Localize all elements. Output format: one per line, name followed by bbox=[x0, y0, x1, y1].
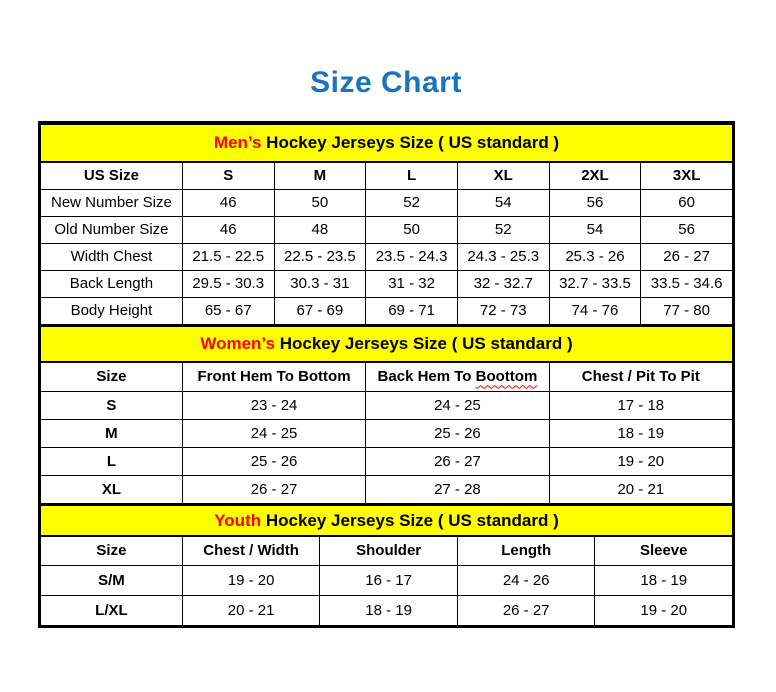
table-cell: 46 bbox=[182, 189, 274, 216]
table-cell: 72 - 73 bbox=[457, 297, 549, 324]
table-cell: 24.3 - 25.3 bbox=[457, 243, 549, 270]
row-label: XL bbox=[41, 476, 183, 504]
table-row bbox=[41, 448, 733, 476]
womens-size-table bbox=[40, 325, 733, 505]
table-cell: 32.7 - 33.5 bbox=[549, 270, 641, 297]
mens-section-title bbox=[41, 124, 733, 162]
table-row bbox=[41, 243, 733, 270]
table-cell: 23.5 - 24.3 bbox=[366, 243, 458, 270]
row-label: S/M bbox=[41, 565, 183, 595]
table-cell: 48 bbox=[274, 216, 366, 243]
mens-section-header-row bbox=[41, 124, 733, 162]
row-label: Width Chest bbox=[41, 243, 183, 270]
table-cell: 52 bbox=[457, 216, 549, 243]
table-row bbox=[41, 392, 733, 420]
table-row bbox=[41, 216, 733, 243]
table-cell: 16 - 17 bbox=[320, 565, 458, 595]
table-cell: 31 - 32 bbox=[366, 270, 458, 297]
table-cell: 22.5 - 23.5 bbox=[274, 243, 366, 270]
youth-size-table bbox=[40, 504, 733, 626]
table-cell: 33.5 - 34.6 bbox=[641, 270, 733, 297]
row-label: New Number Size bbox=[41, 189, 183, 216]
table-row bbox=[41, 565, 733, 595]
table-cell: 54 bbox=[457, 189, 549, 216]
table-cell: 18 - 19 bbox=[320, 595, 458, 625]
table-cell: 30.3 - 31 bbox=[274, 270, 366, 297]
table-cell: 74 - 76 bbox=[549, 297, 641, 324]
mens-size-table bbox=[40, 123, 733, 325]
table-cell: 24 - 26 bbox=[457, 565, 595, 595]
table-cell: 32 - 32.7 bbox=[457, 270, 549, 297]
table-cell: 50 bbox=[274, 189, 366, 216]
table-row bbox=[41, 595, 733, 625]
table-cell: 19 - 20 bbox=[182, 565, 320, 595]
row-label: L/XL bbox=[41, 595, 183, 625]
table-cell: 60 bbox=[641, 189, 733, 216]
youth-section-header-row bbox=[41, 505, 733, 536]
table-cell: 29.5 - 30.3 bbox=[182, 270, 274, 297]
column-header: Size bbox=[41, 362, 183, 392]
table-cell: 65 - 67 bbox=[182, 297, 274, 324]
table-cell: 20 - 21 bbox=[182, 595, 320, 625]
column-header: Chest / Width bbox=[182, 536, 320, 565]
youth-section-accent: Youth bbox=[214, 510, 262, 530]
table-cell: 56 bbox=[641, 216, 733, 243]
table-cell: 26 - 27 bbox=[182, 476, 365, 504]
table-cell: 23 - 24 bbox=[182, 392, 365, 420]
column-header: Front Hem To Bottom bbox=[182, 362, 365, 392]
mens-section-rest: Hockey Jerseys Size ( US standard ) bbox=[261, 133, 560, 152]
mens-section-accent: Men’s bbox=[213, 133, 262, 152]
youth-section-title bbox=[41, 505, 733, 536]
page-title: Size Chart bbox=[310, 66, 462, 99]
table-cell: 19 - 20 bbox=[595, 595, 733, 625]
size-chart-container bbox=[38, 121, 735, 628]
table-cell: 69 - 71 bbox=[366, 297, 458, 324]
row-label: Back Length bbox=[41, 270, 183, 297]
table-row bbox=[41, 420, 733, 448]
back-hem-prefix: Back Hem To bbox=[377, 368, 476, 386]
column-header: US Size bbox=[41, 162, 183, 189]
table-cell: 54 bbox=[549, 216, 641, 243]
column-header: M bbox=[274, 162, 366, 189]
table-cell: 26 - 27 bbox=[641, 243, 733, 270]
table-cell: 24 - 25 bbox=[366, 392, 549, 420]
column-header: 3XL bbox=[641, 162, 733, 189]
table-row bbox=[41, 297, 733, 324]
column-header: L bbox=[366, 162, 458, 189]
table-cell: 19 - 20 bbox=[549, 448, 732, 476]
column-header-misspelled bbox=[366, 362, 549, 392]
table-cell: 50 bbox=[366, 216, 458, 243]
column-header: 2XL bbox=[549, 162, 641, 189]
youth-column-header-row bbox=[41, 536, 733, 565]
table-cell: 56 bbox=[549, 189, 641, 216]
table-row bbox=[41, 189, 733, 216]
table-cell: 52 bbox=[366, 189, 458, 216]
back-hem-misspelled-word: Boottom bbox=[475, 368, 538, 386]
table-cell: 67 - 69 bbox=[274, 297, 366, 324]
womens-section-accent: Women’s bbox=[200, 333, 275, 353]
column-header: Chest / Pit To Pit bbox=[549, 362, 732, 392]
table-row bbox=[41, 476, 733, 504]
table-cell: 25 - 26 bbox=[182, 448, 365, 476]
row-label: Body Height bbox=[41, 297, 183, 324]
womens-column-header-row bbox=[41, 362, 733, 392]
table-cell: 18 - 19 bbox=[595, 565, 733, 595]
table-cell: 24 - 25 bbox=[182, 420, 365, 448]
womens-section-header-row bbox=[41, 326, 733, 362]
mens-column-header-row bbox=[41, 162, 733, 189]
table-cell: 26 - 27 bbox=[457, 595, 595, 625]
row-label: Old Number Size bbox=[41, 216, 183, 243]
table-cell: 46 bbox=[182, 216, 274, 243]
column-header: XL bbox=[457, 162, 549, 189]
column-header: Sleeve bbox=[595, 536, 733, 565]
table-cell: 25.3 - 26 bbox=[549, 243, 641, 270]
table-cell: 25 - 26 bbox=[366, 420, 549, 448]
table-cell: 27 - 28 bbox=[366, 476, 549, 504]
row-label: S bbox=[41, 392, 183, 420]
womens-section-rest: Hockey Jerseys Size ( US standard ) bbox=[274, 333, 573, 353]
table-cell: 17 - 18 bbox=[549, 392, 732, 420]
table-cell: 18 - 19 bbox=[549, 420, 732, 448]
table-cell: 77 - 80 bbox=[641, 297, 733, 324]
table-cell: 26 - 27 bbox=[366, 448, 549, 476]
youth-section-rest: Hockey Jerseys Size ( US standard ) bbox=[261, 510, 559, 530]
row-label: M bbox=[41, 420, 183, 448]
column-header: Size bbox=[41, 536, 183, 565]
table-row bbox=[41, 270, 733, 297]
table-cell: 20 - 21 bbox=[549, 476, 732, 504]
column-header: Shoulder bbox=[320, 536, 458, 565]
table-cell: 21.5 - 22.5 bbox=[182, 243, 274, 270]
column-header: S bbox=[182, 162, 274, 189]
womens-section-title bbox=[41, 326, 733, 362]
column-header: Length bbox=[457, 536, 595, 565]
row-label: L bbox=[41, 448, 183, 476]
